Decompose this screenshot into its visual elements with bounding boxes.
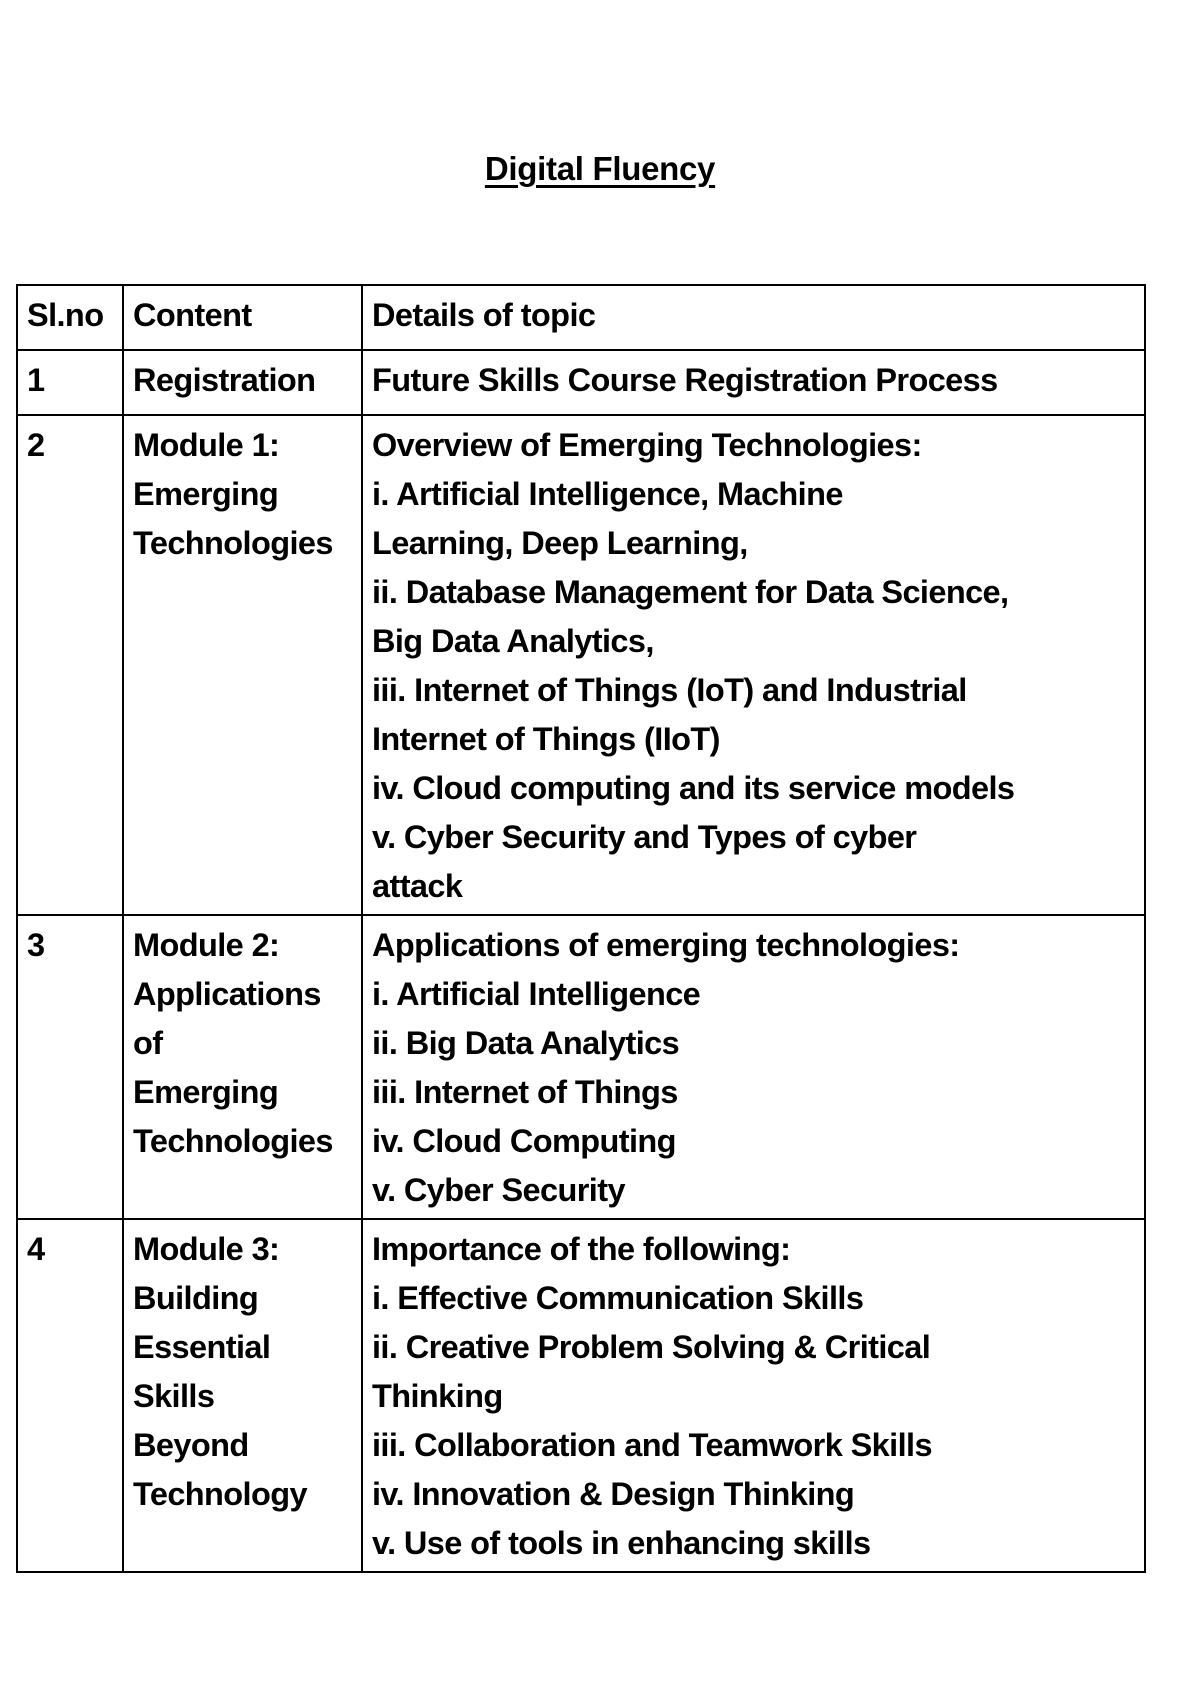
table-row [17, 915, 1145, 1219]
page-title: Digital Fluency [484, 150, 716, 187]
content-line: Module 3: [133, 1231, 280, 1267]
details-line: attack [372, 868, 463, 904]
row-slno: 2 [17, 415, 123, 915]
details-line: v. Use of tools in enhancing skills [372, 1525, 871, 1561]
table-header-row [17, 285, 1145, 350]
row-slno: 4 [17, 1219, 123, 1572]
details-line: iv. Cloud computing and its service models [372, 770, 1015, 806]
details-line: v. Cyber Security [372, 1172, 625, 1208]
row-slno: 3 [17, 915, 123, 1219]
details-line: Learning, Deep Learning, [372, 525, 748, 561]
details-line: iii. Internet of Things [372, 1074, 678, 1110]
content-line: Building [133, 1280, 259, 1316]
content-line: Applications [133, 976, 321, 1012]
content-line: Technology [133, 1476, 307, 1512]
content-line: Emerging [133, 476, 279, 512]
content-line: Essential [133, 1329, 271, 1365]
details-line: iv. Cloud Computing [372, 1123, 676, 1159]
details-line: ii. Big Data Analytics [372, 1025, 680, 1061]
content-line: Skills [133, 1378, 215, 1414]
row-content [123, 350, 362, 415]
content-line: Module 1: [133, 427, 280, 463]
details-line: i. Artificial Intelligence [372, 976, 701, 1012]
header-slno: Sl.no [17, 285, 123, 350]
header-details: Details of topic [362, 285, 1145, 350]
details-line: iii. Collaboration and Teamwork Skills [372, 1427, 932, 1463]
details-line: i. Artificial Intelligence, Machine [372, 476, 843, 512]
row-details [362, 350, 1145, 415]
row-details [362, 1219, 1145, 1572]
details-line: Future Skills Course Registration Process [372, 362, 998, 398]
row-slno: 1 [17, 350, 123, 415]
table-row [17, 415, 1145, 915]
details-line: iv. Innovation & Design Thinking [372, 1476, 855, 1512]
details-line: Internet of Things (IIoT) [372, 721, 720, 757]
details-line: ii. Database Management for Data Science, [372, 574, 1009, 610]
content-line: Beyond [133, 1427, 249, 1463]
details-line: Overview of Emerging Technologies: [372, 427, 922, 463]
content-line: of [133, 1025, 163, 1061]
content-line: Emerging [133, 1074, 279, 1110]
content-line: Module 2: [133, 927, 280, 963]
content-line: Technologies [133, 525, 333, 561]
content-line: Technologies [133, 1123, 333, 1159]
header-content: Content [123, 285, 362, 350]
details-line: Big Data Analytics, [372, 623, 654, 659]
table-row [17, 1219, 1145, 1572]
topics-table [16, 284, 1146, 1573]
details-line: ii. Creative Problem Solving & Critical [372, 1329, 931, 1365]
row-content [123, 415, 362, 915]
row-details [362, 915, 1145, 1219]
details-line: Applications of emerging technologies: [372, 927, 960, 963]
row-details [362, 415, 1145, 915]
details-line: i. Effective Communication Skills [372, 1280, 864, 1316]
row-content [123, 915, 362, 1219]
table-row [17, 350, 1145, 415]
details-line: v. Cyber Security and Types of cyber [372, 819, 917, 855]
details-line: iii. Internet of Things (IoT) and Industrial [372, 672, 967, 708]
row-content [123, 1219, 362, 1572]
content-line: Registration [133, 362, 316, 398]
details-line: Importance of the following: [372, 1231, 791, 1267]
details-line: Thinking [372, 1378, 503, 1414]
